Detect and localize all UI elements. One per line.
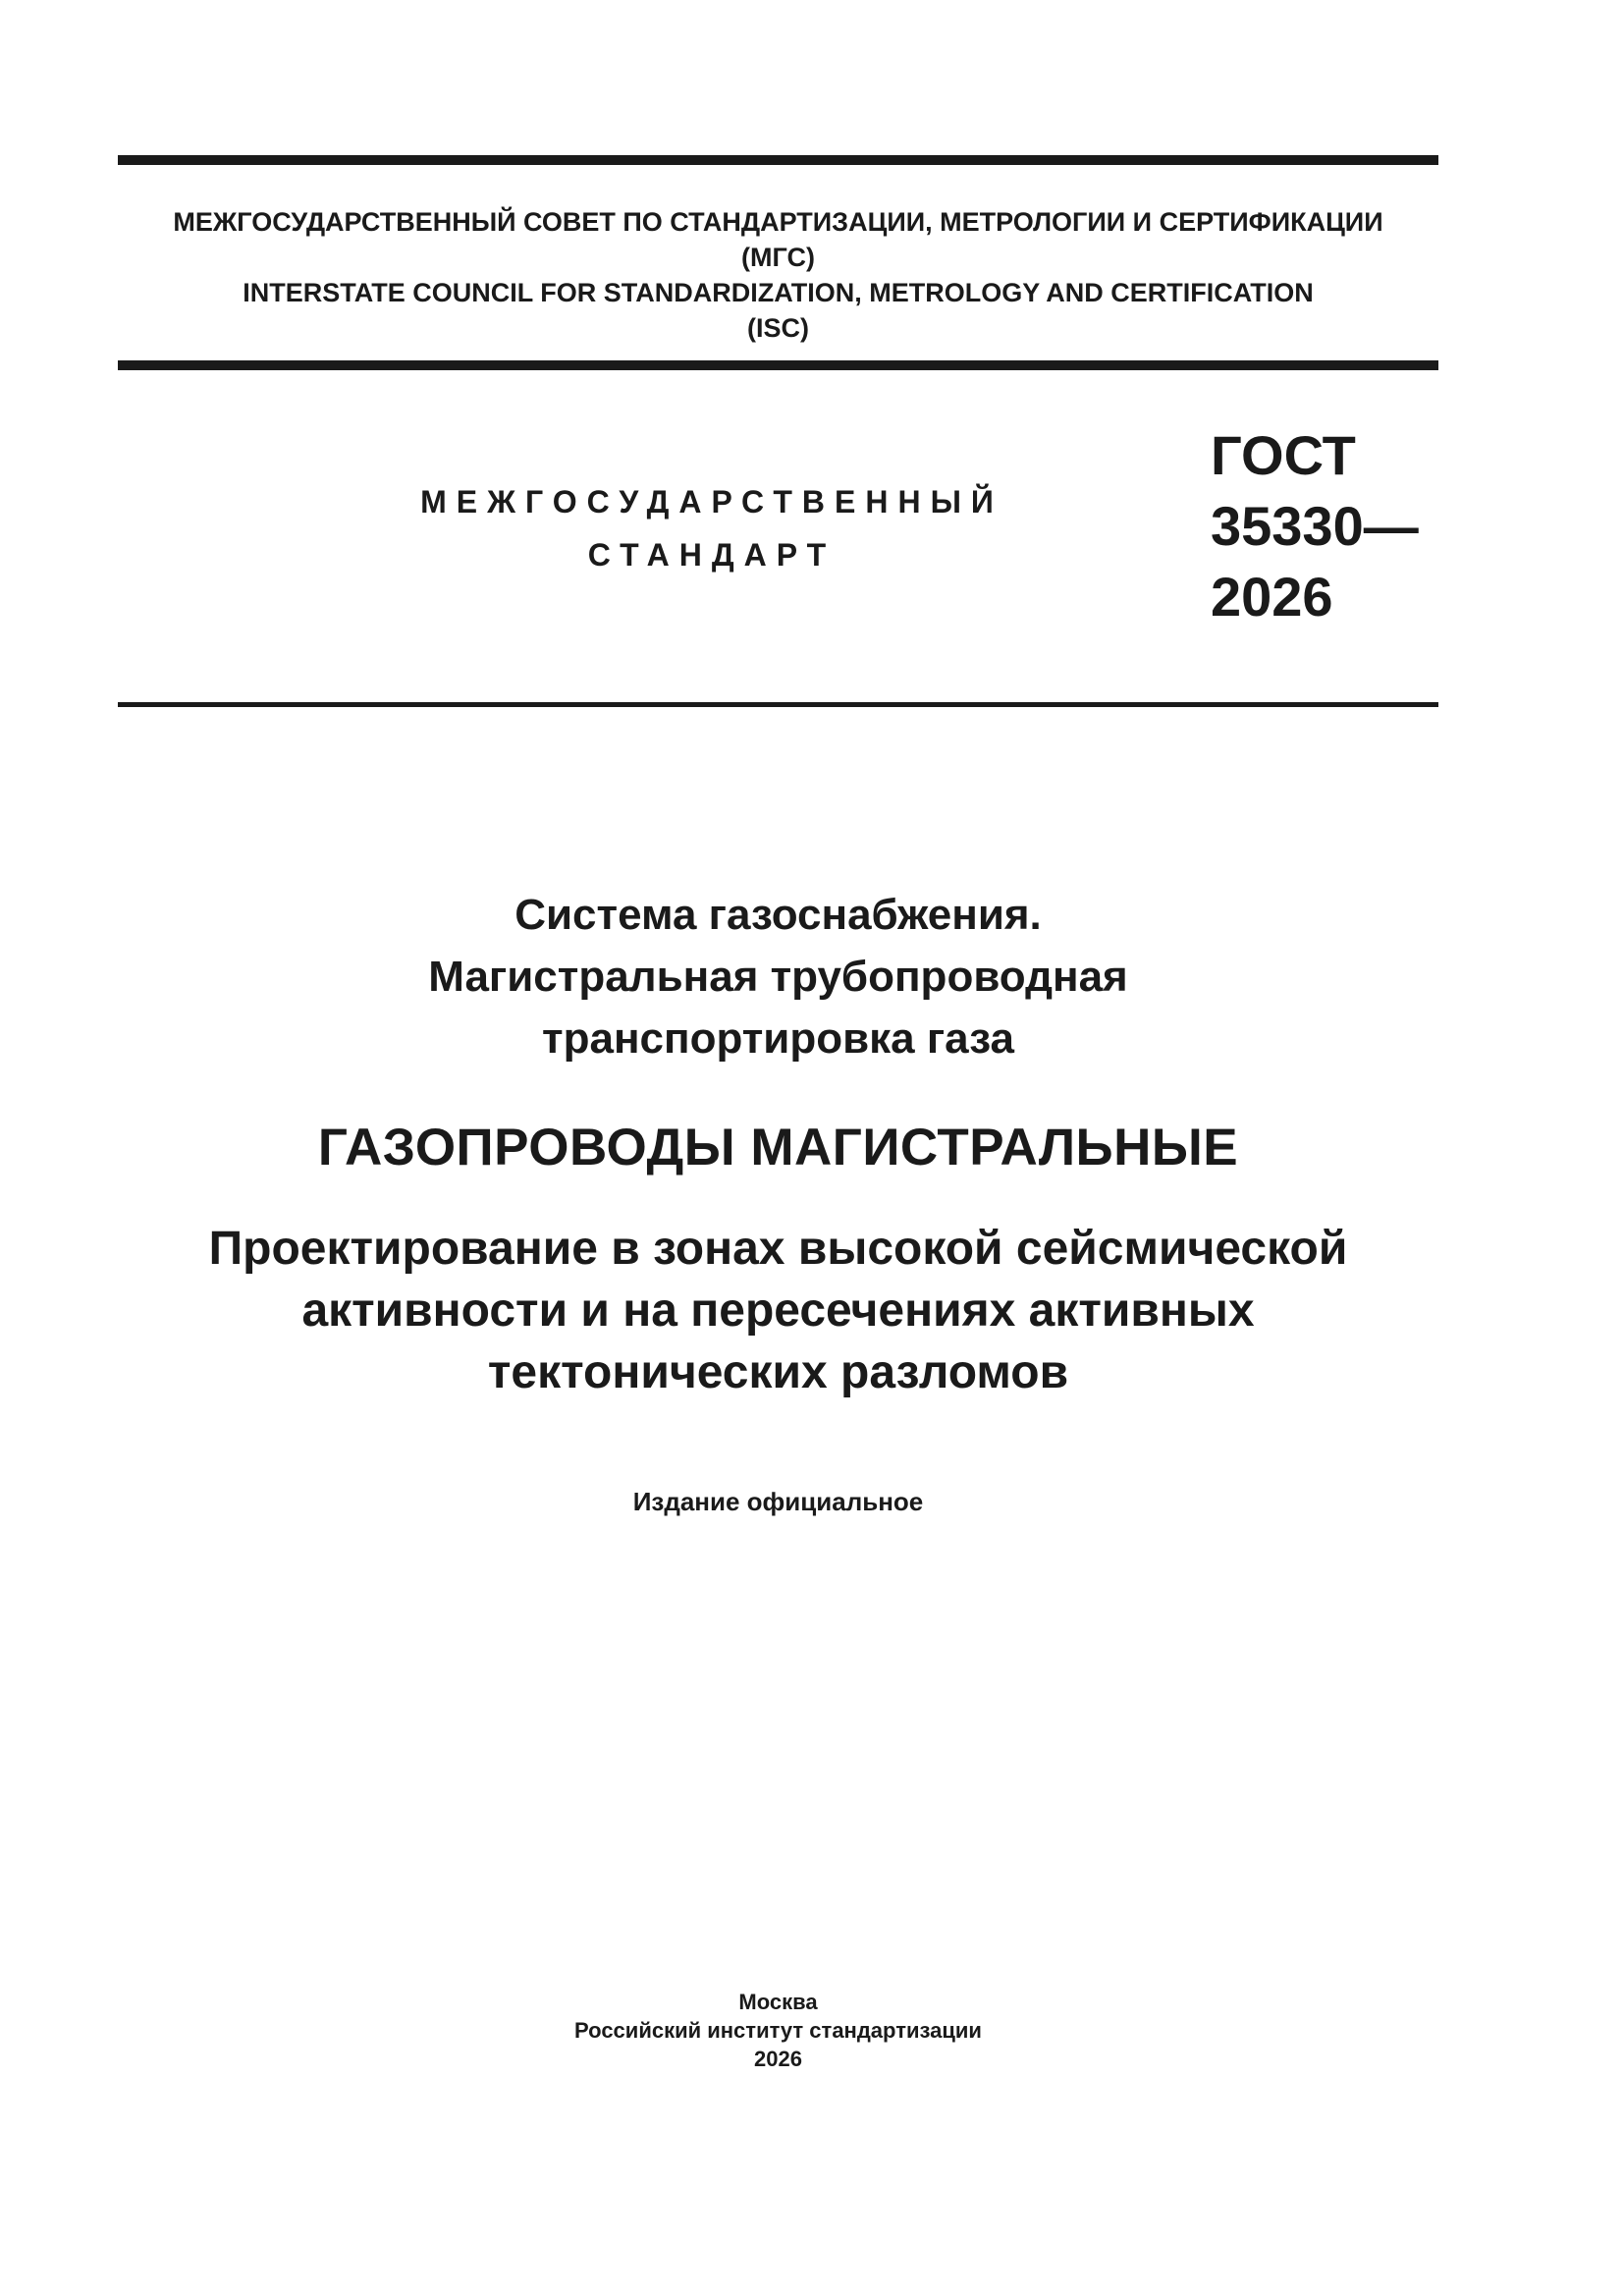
title-upper <box>118 884 1438 1069</box>
standard-kind-line1: МЕЖГОСУДАРСТВЕННЫЙ <box>420 484 1003 519</box>
council-name-ru: МЕЖГОСУДАРСТВЕННЫЙ СОВЕТ ПО СТАНДАРТИЗАЦИИ, МЕТРОЛОГИИ И СЕРТИФИКАЦИИ <box>173 207 1383 237</box>
edition-label: Издание официальное <box>632 1487 924 1516</box>
imprint-publisher: Российский институт стандартизации <box>574 2018 982 2043</box>
title-lower <box>118 1218 1438 1403</box>
title-lower-line: активности и на пересечениях активных <box>301 1285 1255 1337</box>
title-upper-line: транспортировка газа <box>542 1014 1014 1063</box>
middle-rule <box>118 360 1438 370</box>
imprint-city: Москва <box>738 1990 818 2014</box>
imprint <box>118 1988 1438 2073</box>
standard-kind <box>373 475 1051 581</box>
standard-number-prefix: ГОСТ <box>1211 424 1356 486</box>
title-upper-line: Система газоснабжения. <box>514 891 1042 939</box>
standard-number-year: 2026 <box>1211 566 1333 628</box>
council-name-en: INTERSTATE COUNCIL FOR STANDARDIZATION, METROLOGY AND CERTIFICATION <box>243 278 1314 307</box>
standard-kind-line2: СТАНДАРТ <box>587 537 837 573</box>
imprint-year: 2026 <box>754 2047 802 2071</box>
top-rule <box>118 155 1438 165</box>
council-abbr-ru: (МГС) <box>741 243 815 272</box>
title-lower-line: тектонических разломов <box>487 1346 1069 1398</box>
standard-number <box>1211 420 1419 632</box>
title-main: ГАЗОПРОВОДЫ МАГИСТРАЛЬНЫЕ <box>317 1119 1239 1176</box>
document-title <box>118 884 1438 1403</box>
council-abbr-en: (ISC) <box>747 313 809 343</box>
title-upper-line: Магистральная трубопроводная <box>428 953 1128 1001</box>
council-header <box>118 204 1438 346</box>
bottom-rule <box>118 702 1438 707</box>
title-lower-line: Проектирование в зонах высокой сейсмической <box>208 1223 1348 1275</box>
standard-number-code: 35330— <box>1211 495 1419 557</box>
